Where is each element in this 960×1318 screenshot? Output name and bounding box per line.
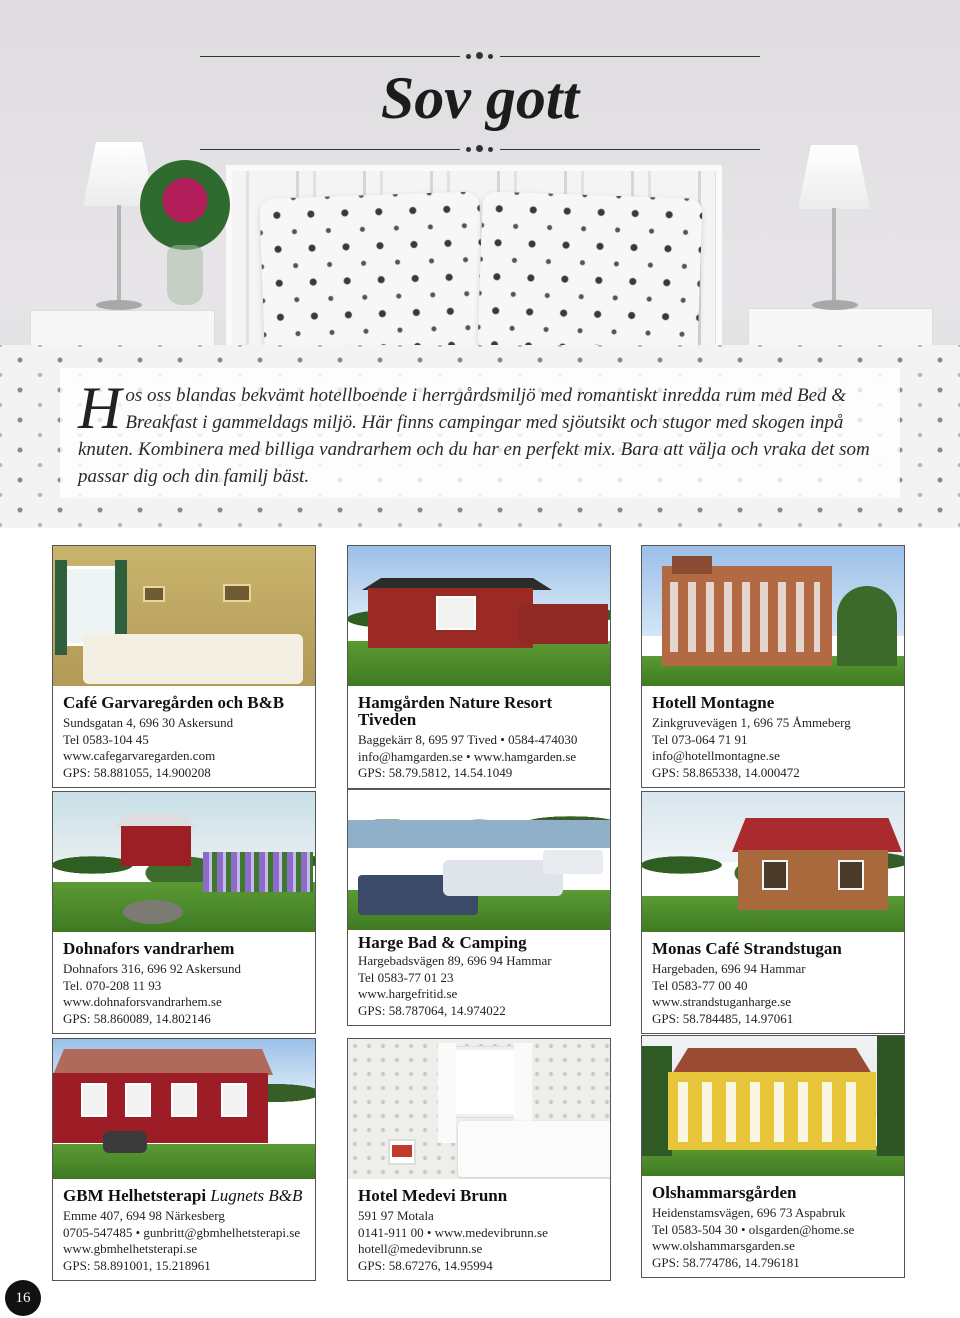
listing-phone: Tel 0583-104 45 [63,731,149,747]
listing-address: Hargebadsvägen 89, 696 94 Hammar [358,953,552,968]
listing-address: Emme 407, 694 98 Närkesberg [63,1208,225,1223]
listing-email: info@hotellmontagne.se [652,748,780,763]
page-title: Sov gott [380,65,580,131]
listing-email: hotell@medevibrunn.se [358,1241,483,1256]
listing-info [53,686,315,787]
listing-info [348,1179,610,1280]
listing-gps: GPS: 58.865338, 14.000472 [652,764,800,780]
listing-contact: info@hamgarden.se • www.hamgarden.se [358,748,577,764]
listing-address: Baggekärr 8, 695 97 Tived • 0584-474030 [358,732,578,747]
listing-phone: Tel. 070-208 11 93 [63,977,162,993]
listing-website: www.strandstuganharge.se [652,994,791,1009]
title-rule-bottom-left [200,149,460,150]
listing-address: Dohnafors 316, 696 92 Askersund [63,961,242,976]
peony-flowers [140,160,230,250]
listing-card [641,1035,905,1278]
listing-name: GBM Helhetsterapi Lugnets B&B [63,1186,303,1205]
listing-info [642,932,904,1033]
listing-info [53,1179,315,1280]
listing-photo-red-farmhouse [53,1039,315,1179]
listing-gps: GPS: 58.891001, 15.218961 [63,1257,211,1273]
vase [167,245,203,305]
listing-name: Olshammarsgården [652,1183,797,1202]
listing-card [641,545,905,788]
listing-phone: Tel 0583-77 00 40 [652,977,748,993]
listing-phone: Tel 0583-77 01 23 [358,969,454,985]
intro-text: os oss blandas bekvämt hotellboende i herrgårdsmiljö med romantiskt inredda rum med Bed & Breakfast i gammeldags miljö. Här finns campingar med sjöutsikt och stugor med skogen inpå knuten. Kombinera med billiga vandrarhem och du har en perfekt mix. Bara att välja och vraka det som passar dig och din familj bäst. [78,385,870,487]
listing-website: www.cafegarvaregarden.com [63,748,216,763]
listing-contact: Tel 0583-504 30 • olsgarden@home.se [652,1221,855,1237]
listing-gps: GPS: 58.67276, 14.95994 [358,1257,493,1273]
listing-photo-red-house-lupins [53,792,315,932]
listing-photo-log-cabin [642,792,904,932]
drop-cap: H [78,375,122,441]
lamp-right [798,145,870,209]
listing-name-subtitle: Lugnets B&B [210,1186,303,1205]
hero-photo-bedroom [0,0,960,528]
listing-address: Sundsgatan 4, 696 30 Askersund [63,715,234,730]
listing-address: Heidenstamsvägen, 696 73 Aspabruk [652,1205,846,1220]
listing-website: www.olshammarsgarden.se [652,1238,795,1253]
listing-contact: 0141-911 00 • www.medevibrunn.se [358,1224,548,1240]
listing-address: 591 97 Motala [358,1208,434,1223]
listing-info [53,932,315,1033]
listing-card [347,545,611,789]
listing-phone: Tel 073-064 71 91 [652,731,748,747]
intro-paragraph [78,375,882,490]
listing-address: Zinkgruvevägen 1, 696 75 Åmmeberg [652,715,851,730]
listing-website: www.gbmhelhetsterapi.se [63,1241,198,1256]
listing-info [348,686,610,788]
title-rule-bottom-right [500,149,760,150]
listing-name: Hotell Montagne [652,693,775,712]
listing-name: Harge Bad & Camping [358,933,527,952]
listing-name: Hamgården Nature Resort Tiveden [358,693,553,729]
listing-name: Hotel Medevi Brunn [358,1186,508,1205]
listing-photo-camping [348,790,610,930]
listing-info [348,930,610,1025]
listing-card [641,791,905,1034]
listing-website: www.dohnaforsvandrarhem.se [63,994,222,1009]
intro-box [60,368,900,498]
page-number: 16 [15,1290,31,1306]
listing-gps: GPS: 58.774786, 14.796181 [652,1254,800,1270]
listing-photo-bedroom [53,546,315,686]
pillow-left [259,191,484,359]
listing-name: Café Garvaregården och B&B [63,693,285,712]
listing-card [52,545,316,788]
listing-info [642,1176,904,1277]
listing-gps: GPS: 58.79.5812, 14.54.1049 [358,765,513,780]
listing-photo-white-room [348,1039,610,1179]
listing-photo-yellow-manor [642,1036,904,1176]
listing-photo-hotel-building [642,546,904,686]
listing-gps: GPS: 58.787064, 14.974022 [358,1002,506,1018]
listing-card [52,791,316,1034]
title-rule-top-right [500,56,760,57]
listing-photo-red-cabin [348,546,610,686]
listing-gps: GPS: 58.784485, 14.97061 [652,1010,794,1026]
listing-name: Dohnafors vandrarhem [63,939,235,958]
listing-card [52,1038,316,1281]
listing-gps: GPS: 58.881055, 14.900208 [63,764,211,780]
title-rule-top-left [200,56,460,57]
listing-card [347,1038,611,1281]
pillow-right [477,191,702,359]
listing-website: www.hargefritid.se [358,986,458,1001]
listing-gps: GPS: 58.860089, 14.802146 [63,1010,211,1026]
listing-name: Monas Café Strandstugan [652,939,842,958]
listing-contact: 0705-547485 • gunbritt@gbmhelhetsterapi.se [63,1224,301,1240]
page-number-badge [5,1280,41,1316]
listing-address: Hargebaden, 696 94 Hammar [652,961,806,976]
listing-card [347,789,611,1026]
listing-info [642,686,904,787]
